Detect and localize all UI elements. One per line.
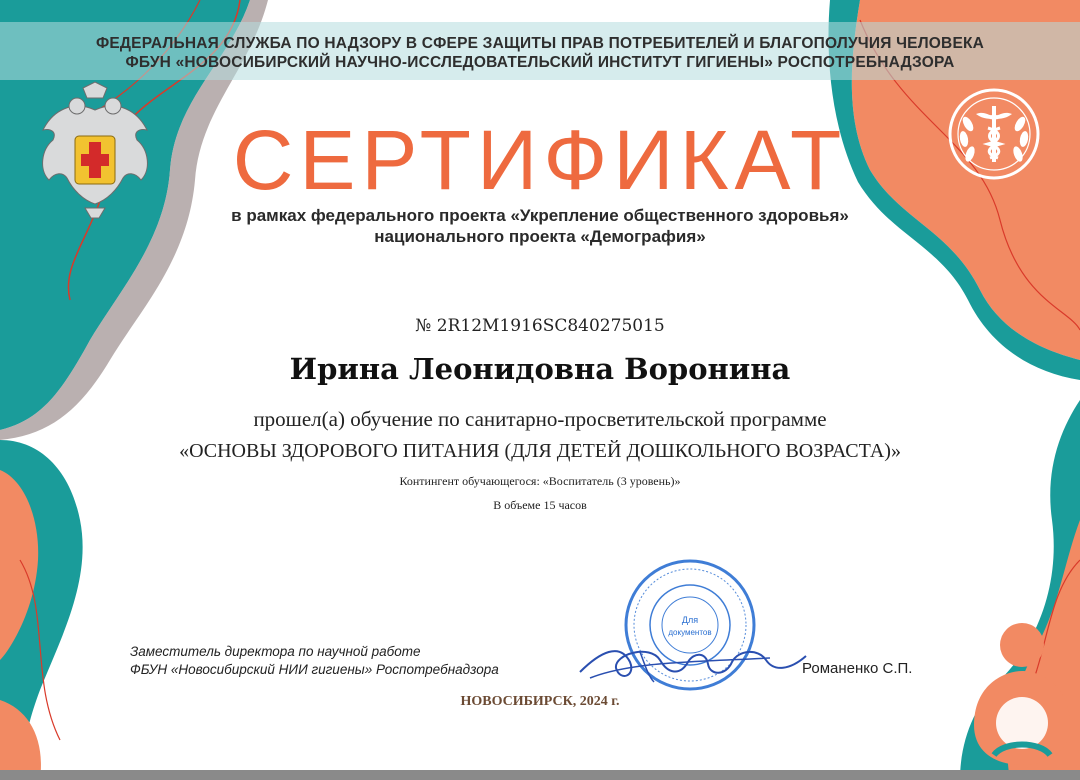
- subtitle-national-project: национального проекта «Демография»: [374, 227, 706, 246]
- volume-text: В объеме 15 часов: [493, 498, 587, 512]
- recipient-name: Ирина Леонидовна Воронина: [289, 352, 791, 386]
- figure-in-circle-logo-icon: [964, 615, 1080, 765]
- certificate-number: № 2R12M1916SC840275015: [415, 316, 665, 336]
- program-name: «ОСНОВЫ ЗДОРОВОГО ПИТАНИЯ (ДЛЯ ДЕТЕЙ ДОШКОЛЬНОГО ВОЗРАСТА)»: [179, 440, 901, 462]
- header-agency: ФЕДЕРАЛЬНАЯ СЛУЖБА ПО НАДЗОРУ В СФЕРЕ ЗАЩИТЫ ПРАВ ПОТРЕБИТЕЛЕЙ И БЛАГОПОЛУЧИЯ ЧЕЛОВЕКА: [95, 35, 985, 52]
- header-institute: ФБУН «НОВОСИБИРСКИЙ НАУЧНО-ИССЛЕДОВАТЕЛЬСКИЙ ИНСТИТУТ ГИГИЕНЫ» РОСПОТРЕБНАДЗОРА: [125, 54, 955, 71]
- svg-text:Для: Для: [681, 615, 699, 625]
- svg-text:документов: документов: [668, 628, 712, 637]
- contingent-text: Контингент обучающегося: «Воспитатель (3 уровень)»: [399, 474, 681, 488]
- signer-position: [130, 643, 499, 679]
- completion-text: прошел(а) обучение по санитарно-просветительской программе: [253, 407, 827, 431]
- subtitle-federal-project: в рамках федерального проекта «Укрепление общественного здоровья»: [231, 206, 849, 225]
- bottom-edge: [0, 770, 1080, 780]
- signer-position-line1: Заместитель директора по научной работе: [130, 644, 421, 659]
- signer-position-line2: ФБУН «Новосибирский НИИ гигиены» Роспотребнадзора: [130, 662, 499, 677]
- signer-name: Романенко С.П.: [802, 660, 913, 677]
- certificate-title: СЕРТИФИКАТ: [232, 113, 848, 207]
- city-year: НОВОСИБИРСК, 2024 г.: [460, 694, 620, 709]
- handwritten-signature: [570, 632, 810, 692]
